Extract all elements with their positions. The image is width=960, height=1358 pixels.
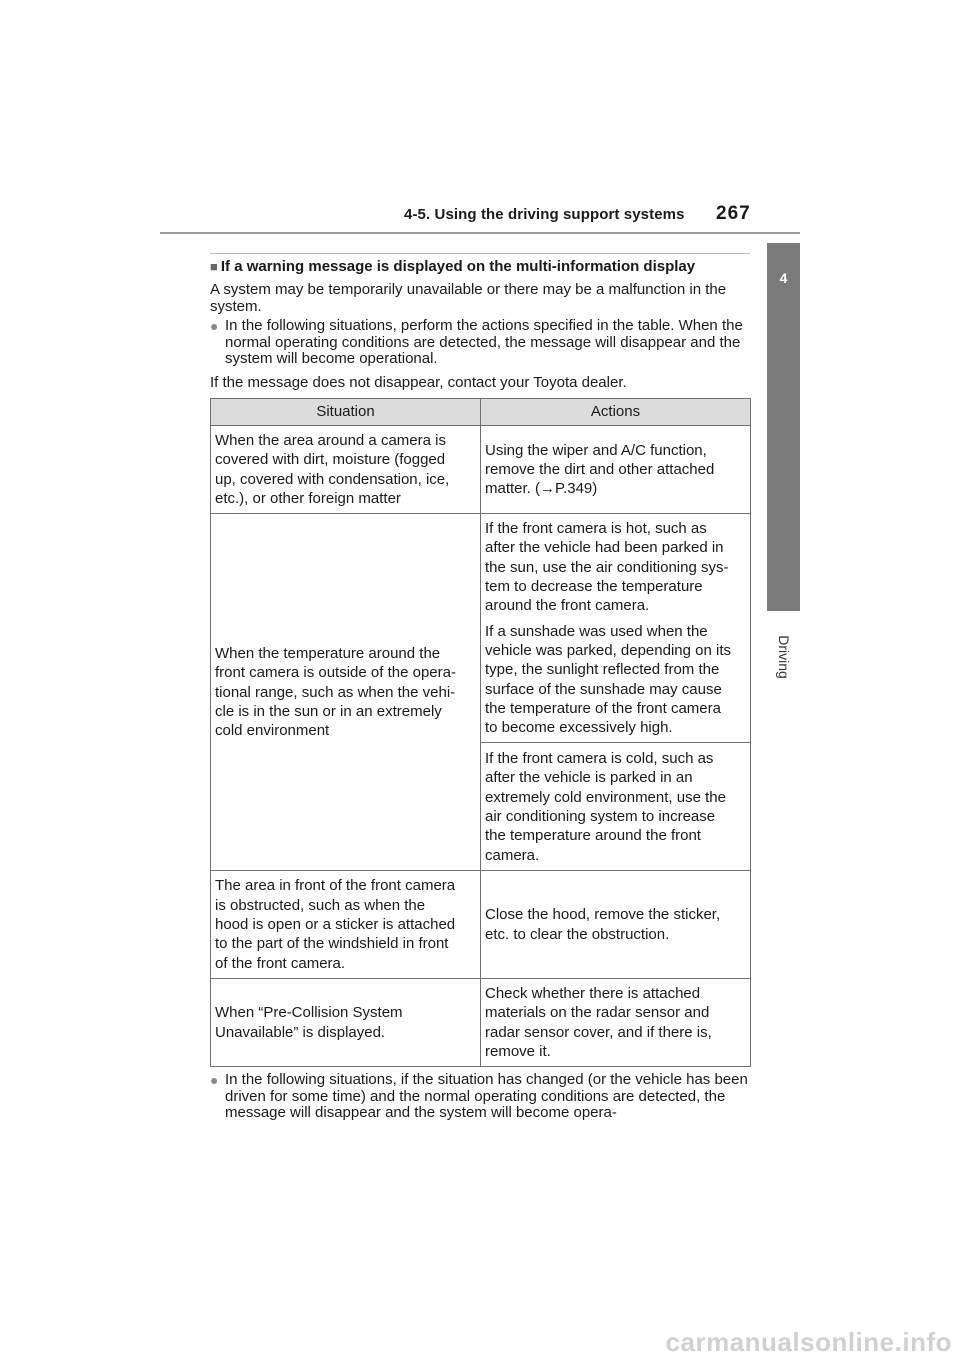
section-title: 4-5. Using the driving support systems (404, 206, 685, 223)
table-row (211, 426, 751, 514)
bullet-dot-icon: ● (210, 1072, 219, 1088)
column-header-situation: Situation (211, 399, 481, 426)
table-row (211, 871, 751, 978)
table-header-row (211, 399, 751, 426)
situation-cell: When the temperature around the front camera is outside of the opera- tional range, such as when the vehi- cle is in the sun or in an extremely cold environment (211, 514, 481, 871)
bullet-item (210, 318, 753, 368)
section-heading (210, 258, 695, 275)
situation-cell: The area in front of the front camera is obstructed, such as when the hood is open or a sticker is attached to the part of the windshield in front of the front camera. (211, 871, 481, 978)
bullet-dot-icon: ● (210, 318, 219, 334)
chapter-number: 4 (779, 270, 788, 286)
action-cell: If the front camera is cold, such as after the vehicle is parked in an extremely cold environment, use the air conditioning system to increase the temperature around the front camera. (481, 743, 751, 871)
bullet-text: In the following situations, perform the actions specified in the table. When the normal operating conditions are detected, the message will disappear and the system will become operational. (225, 317, 743, 367)
table-row (211, 514, 751, 743)
action-cell: Check whether there is attached materials on the radar sensor and radar sensor cover, and if there is, remove it. (481, 978, 751, 1066)
chapter-tab (767, 243, 800, 611)
action-cell: Close the hood, remove the sticker, etc. to clear the obstruction. (481, 871, 751, 978)
section-rule (210, 253, 750, 254)
chapter-label-text: Driving (775, 635, 792, 679)
table-row (211, 978, 751, 1066)
situation-cell: When “Pre-Collision System Unavailable” is displayed. (211, 978, 481, 1066)
section-heading-text: If a warning message is displayed on the multi-information display (220, 258, 696, 275)
intro-paragraph: A system may be temporarily unavailable or there may be a malfunction in the system. (210, 281, 727, 315)
column-header-actions: Actions (481, 399, 751, 426)
bullet-item (210, 1072, 753, 1122)
warning-actions-table (210, 398, 751, 1067)
dealer-note: If the message does not disappear, contact your Toyota dealer. (210, 374, 627, 391)
page-number: 267 (716, 203, 751, 224)
action-cell: If the front camera is hot, such as after the vehicle had been parked in the sun, use the air conditioning sys- tem to decrease the temperature around the front camera. If a sunshade was used when the vehicle was parked, depending on its type, the sunlight reflected from the surface of the sunshade may cause the temperature of the front camera to become excessively high. (481, 514, 751, 743)
watermark: carmanualsonline.info (665, 1327, 952, 1357)
situation-cell: When the area around a camera is covered with dirt, moisture (fogged up, covered with condensation, ice, etc.), or other foreign matter (211, 426, 481, 514)
header-rule (160, 232, 800, 234)
action-cell: Using the wiper and A/C function, remove the dirt and other attached matter. (→P.349) (481, 426, 751, 514)
bullet-text: In the following situations, if the situation has changed (or the vehicle has been driven for some time) and the normal operating conditions are detected, the message will disappear and the system will become opera- (225, 1071, 748, 1121)
heading-square-icon: ■ (210, 259, 218, 274)
chapter-label (767, 612, 800, 702)
